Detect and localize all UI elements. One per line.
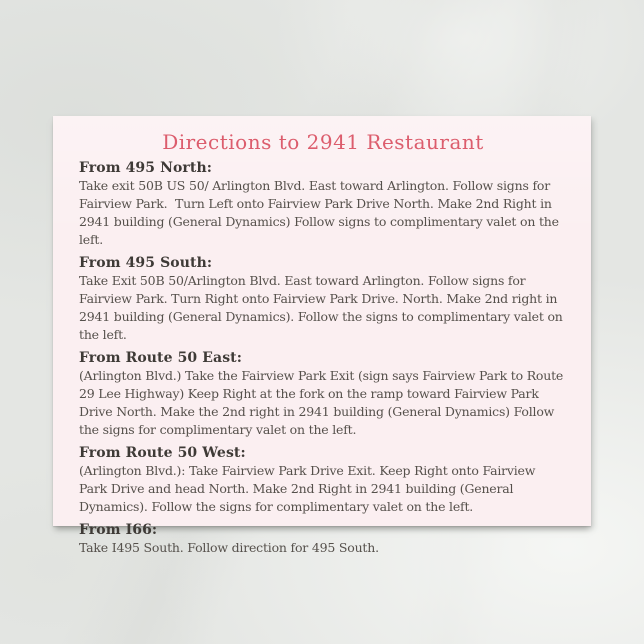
section-body: Take I495 South. Follow direction for 495 South. bbox=[79, 540, 379, 555]
section-495-south bbox=[79, 254, 567, 344]
section-heading: From 495 South: bbox=[79, 255, 213, 271]
section-heading: From Route 50 West: bbox=[79, 445, 246, 461]
section-body: Take exit 50B US 50/ Arlington Blvd. East toward Arlington. Follow signs for Fairview Park. Turn Left onto Fairview Park Drive North. Make 2nd Right in 2941 building (General Dynamics) Follow signs to complimentary valet on the left. bbox=[79, 178, 563, 247]
directions-postcard bbox=[53, 116, 591, 555]
section-route-50-east bbox=[79, 349, 567, 439]
section-495-north bbox=[79, 159, 567, 249]
section-heading: From Route 50 East: bbox=[79, 350, 243, 366]
section-body: (Arlington Blvd.): Take Fairview Park Drive Exit. Keep Right onto Fairview Park Drive and head North. Make 2nd Right in 2941 building (General Dynamics). Follow the signs for complimentary valet on the left. bbox=[79, 463, 540, 514]
section-body: Take Exit 50B 50/Arlington Blvd. East toward Arlington. Follow signs for Fairview Park. Turn Right onto Fairview Park Drive. North. Make 2nd right in 2941 building (General Dynamics). Follow the signs to complimentary valet on the left. bbox=[79, 273, 567, 342]
section-heading: From 495 North: bbox=[79, 160, 213, 176]
section-body: (Arlington Blvd.) Take the Fairview Park Exit (sign says Fairview Park to Route 29 Lee Highway) Keep Right at the fork on the ramp toward Fairview Park Drive North. Make the 2nd right in 2941 building (General Dynamics) Follow the signs for complimentary valet on the left. bbox=[79, 368, 567, 437]
section-route-50-west bbox=[79, 444, 567, 516]
section-i66 bbox=[79, 521, 567, 557]
section-heading: From I66: bbox=[79, 522, 158, 538]
card-title: Directions to 2941 Restaurant bbox=[162, 130, 484, 154]
